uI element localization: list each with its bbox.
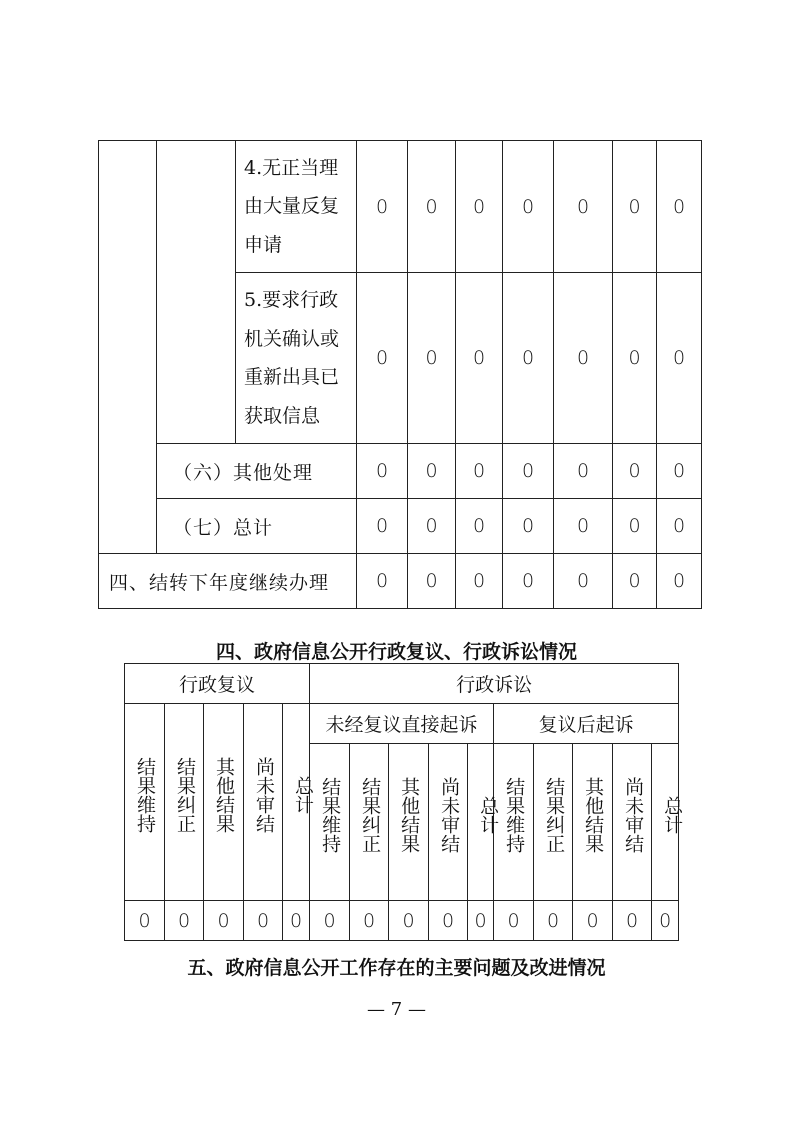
value-cell: 0 xyxy=(494,901,534,941)
value-cell: 0 xyxy=(554,273,613,444)
table-row xyxy=(125,664,679,704)
value-cell: 0 xyxy=(554,141,613,273)
table-row xyxy=(99,444,702,499)
value-cell: 0 xyxy=(125,901,165,941)
col-header-after-4: 总计 xyxy=(652,744,679,901)
table-row xyxy=(99,141,702,273)
value-cell: 0 xyxy=(456,444,503,499)
value-cell: 0 xyxy=(503,444,554,499)
col-header-after-3: 尚未审结 xyxy=(613,744,652,901)
value-cell: 0 xyxy=(613,901,652,941)
value-cell: 0 xyxy=(534,901,573,941)
value-cell: 0 xyxy=(503,273,554,444)
value-cell: 0 xyxy=(408,499,456,554)
value-cell: 0 xyxy=(554,499,613,554)
value-cell: 0 xyxy=(456,554,503,609)
value-cell: 0 xyxy=(357,554,408,609)
after-review-suit-header: 复议后起诉 xyxy=(494,704,679,744)
merged-blank-cell xyxy=(157,141,236,444)
litigation-header: 行政诉讼 xyxy=(310,664,679,704)
value-cell: 0 xyxy=(503,499,554,554)
value-cell: 0 xyxy=(613,499,657,554)
value-cell: 0 xyxy=(503,554,554,609)
value-cell: 0 xyxy=(468,901,494,941)
review-litigation-table xyxy=(124,663,684,941)
value-cell: 0 xyxy=(613,444,657,499)
value-cell: 0 xyxy=(204,901,244,941)
section-4-title: 四、政府信息公开行政复议、行政诉讼情况 xyxy=(215,641,577,663)
value-cell: 0 xyxy=(357,141,408,273)
value-cell: 0 xyxy=(613,273,657,444)
col-header-review-4: 总计 xyxy=(283,704,310,901)
col-header-direct-0: 结果维持 xyxy=(310,744,350,901)
value-cell: 0 xyxy=(357,499,408,554)
row-label: （七）总计 xyxy=(157,499,357,554)
review-header: 行政复议 xyxy=(125,664,310,704)
col-header-review-3: 尚未审结 xyxy=(244,704,283,901)
page-number: — 7 — xyxy=(367,999,426,1020)
disposal-table xyxy=(98,140,702,609)
value-cell: 0 xyxy=(408,141,456,273)
value-cell: 0 xyxy=(408,444,456,499)
col-header-review-0: 结果维持 xyxy=(125,704,165,901)
col-header-direct-3: 尚未审结 xyxy=(429,744,468,901)
value-cell: 0 xyxy=(554,444,613,499)
merged-blank-cell xyxy=(99,141,157,554)
row-label: 4.无正当理 由大量反复 申请 xyxy=(236,141,357,273)
col-header-direct-4: 总计 xyxy=(468,744,494,901)
col-header-after-0: 结果维持 xyxy=(494,744,534,901)
row-label: 5.要求行政 机关确认或 重新出具已 获取信息 xyxy=(236,273,357,444)
direct-suit-header: 未经复议直接起诉 xyxy=(310,704,494,744)
value-cell: 0 xyxy=(244,901,283,941)
value-cell: 0 xyxy=(657,554,702,609)
col-header-direct-2: 其他结果 xyxy=(389,744,429,901)
value-cell: 0 xyxy=(613,554,657,609)
table-row xyxy=(99,499,702,554)
value-cell: 0 xyxy=(389,901,429,941)
col-header-after-2: 其他结果 xyxy=(573,744,613,901)
table-row xyxy=(125,901,679,941)
value-cell: 0 xyxy=(350,901,389,941)
value-cell: 0 xyxy=(456,141,503,273)
value-cell: 0 xyxy=(310,901,350,941)
value-cell: 0 xyxy=(357,273,408,444)
table-row xyxy=(125,704,679,744)
value-cell: 0 xyxy=(613,141,657,273)
value-cell: 0 xyxy=(554,554,613,609)
col-header-review-2: 其他结果 xyxy=(204,704,244,901)
value-cell: 0 xyxy=(165,901,204,941)
section-5-title: 五、政府信息公开工作存在的主要问题及改进情况 xyxy=(187,957,606,979)
value-cell: 0 xyxy=(408,554,456,609)
value-cell: 0 xyxy=(357,444,408,499)
table-row xyxy=(99,554,702,609)
value-cell: 0 xyxy=(429,901,468,941)
col-header-after-1: 结果纠正 xyxy=(534,744,573,901)
col-header-review-1: 结果纠正 xyxy=(165,704,204,901)
value-cell: 0 xyxy=(456,273,503,444)
value-cell: 0 xyxy=(573,901,613,941)
value-cell: 0 xyxy=(657,273,702,444)
value-cell: 0 xyxy=(652,901,679,941)
value-cell: 0 xyxy=(657,141,702,273)
row-label: （六）其他处理 xyxy=(157,444,357,499)
value-cell: 0 xyxy=(657,444,702,499)
row-label: 四、结转下年度继续办理 xyxy=(99,554,357,609)
value-cell: 0 xyxy=(503,141,554,273)
value-cell: 0 xyxy=(657,499,702,554)
value-cell: 0 xyxy=(408,273,456,444)
value-cell: 0 xyxy=(283,901,310,941)
col-header-direct-1: 结果纠正 xyxy=(350,744,389,901)
value-cell: 0 xyxy=(456,499,503,554)
